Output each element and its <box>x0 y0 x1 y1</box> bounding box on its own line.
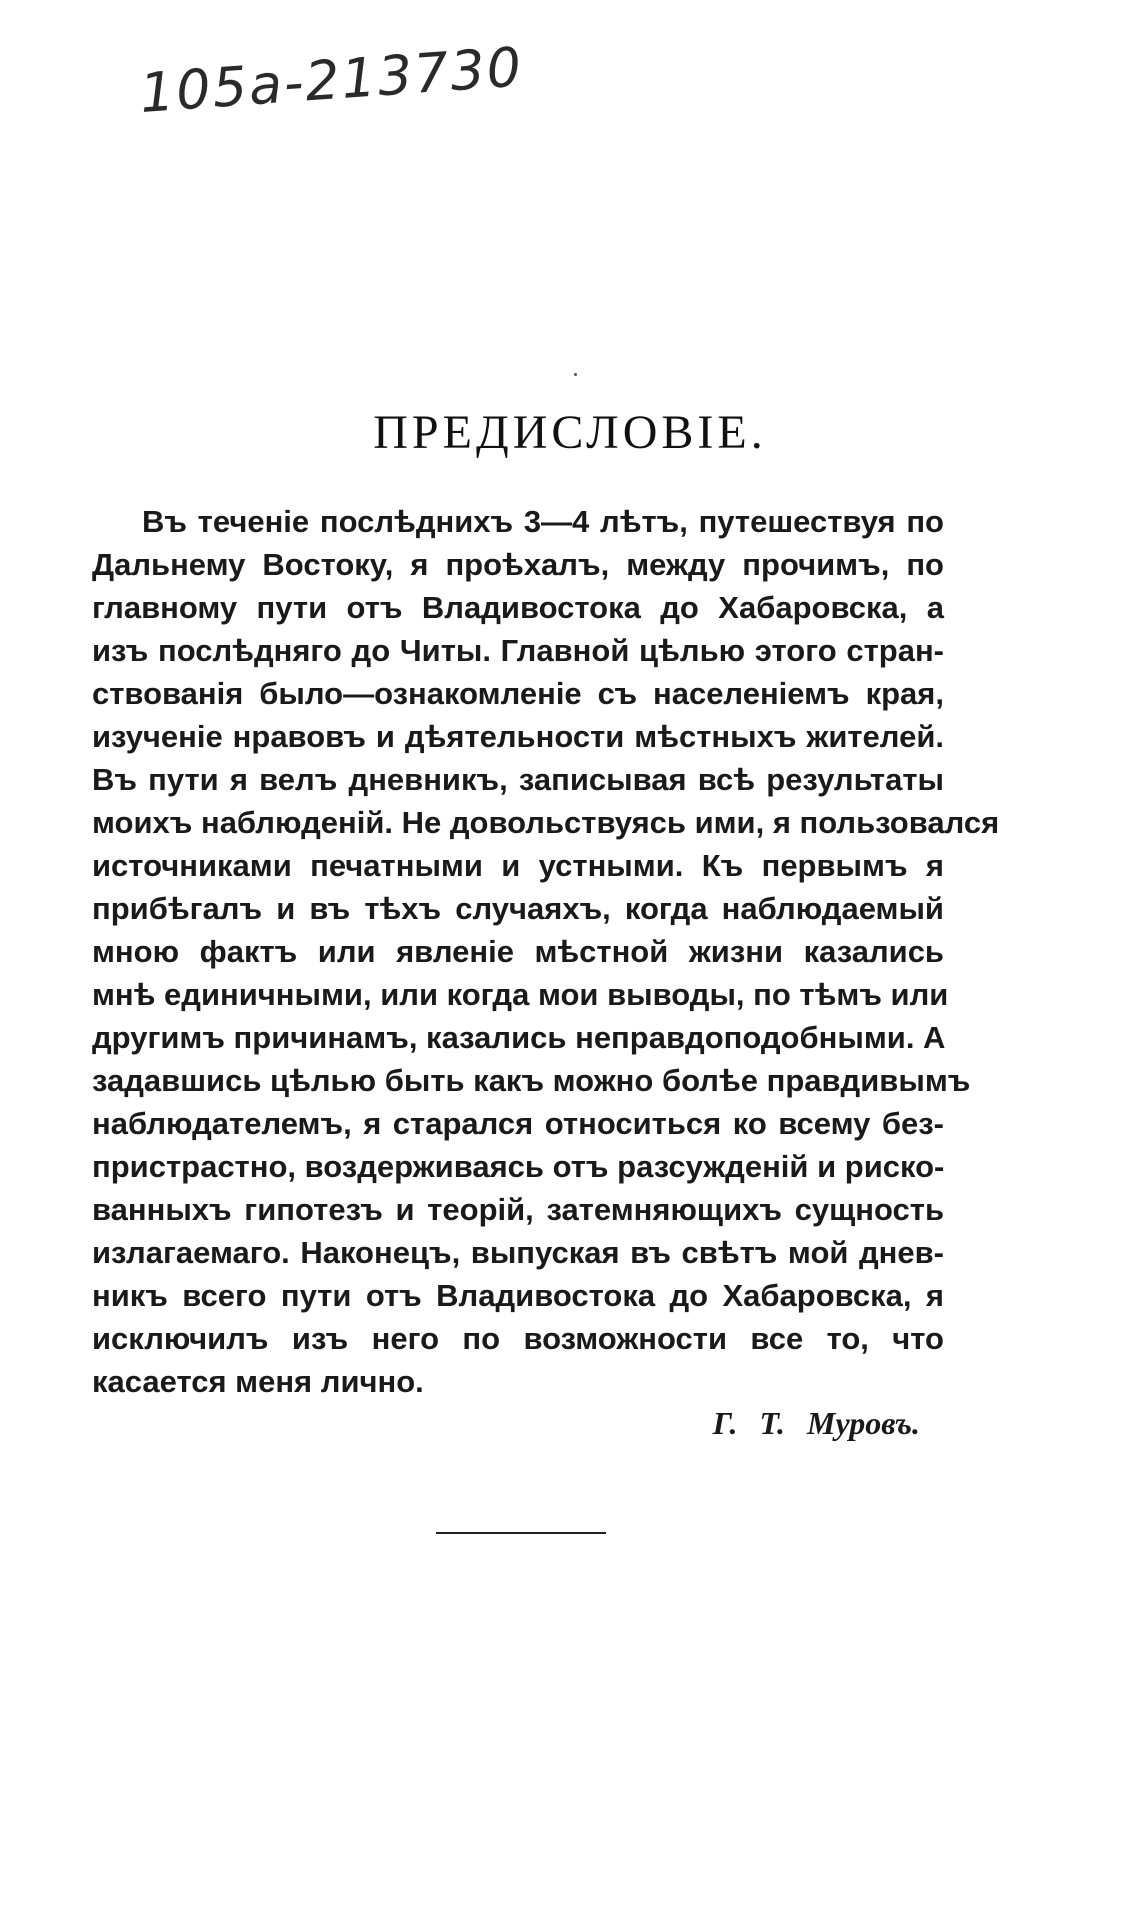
body-line: касается меня лично. <box>92 1364 424 1399</box>
body-line: ванныхъ гипотезъ и теорій, затемняющихъ сущность <box>92 1192 944 1227</box>
body-line: изъ послѣдняго до Читы. Главной цѣлью этого стран- <box>92 633 944 668</box>
body-line: прибѣгалъ и въ тѣхъ случаяхъ, когда наблюдаемый <box>92 891 944 926</box>
body-line: Въ пути я велъ дневникъ, записывая всѣ результаты <box>92 762 944 797</box>
body-line: задавшись цѣлью быть какъ можно болѣе правдивымъ <box>92 1063 971 1098</box>
body-line: Дальнему Востоку, я проѣхалъ, между прочимъ, по <box>92 547 944 582</box>
author-signature: Г. Т. Муровъ. <box>712 1405 920 1441</box>
body-line: главному пути отъ Владивостока до Хабаровска, а <box>92 590 944 625</box>
page-title: ПРЕДИСЛОВІЕ. <box>373 406 767 459</box>
body-line: исключилъ изъ него по возможности все то, что <box>92 1321 944 1356</box>
closing-rule <box>436 1532 606 1534</box>
handwritten-shelfmark: 105а-213730 <box>137 35 526 125</box>
body-line: моихъ наблюденій. Не довольствуясь ими, я пользовался <box>92 805 1000 840</box>
body-line: мною фактъ или явленіе мѣстной жизни казались <box>92 934 944 969</box>
body-line: наблюдателемъ, я старался относиться ко всему без- <box>92 1106 944 1141</box>
body-line: никъ всего пути отъ Владивостока до Хабаровска, я <box>92 1278 944 1313</box>
paper-speck <box>574 373 577 376</box>
body-line: Въ теченіе послѣднихъ 3—4 лѣтъ, путешествуя по <box>142 504 944 539</box>
body-line: мнѣ единичными, или когда мои выводы, по тѣмъ или <box>92 977 949 1012</box>
body-line: другимъ причинамъ, казались неправдоподобными. А <box>92 1020 946 1055</box>
preface-body <box>92 500 1000 1403</box>
body-line: пристрастно, воздерживаясь отъ разсужденій и риско- <box>92 1149 945 1184</box>
body-line: излагаемаго. Наконецъ, выпуская въ свѣтъ мой днев- <box>92 1235 944 1270</box>
body-line: изученіе нравовъ и дѣятельности мѣстныхъ жителей. <box>92 719 944 754</box>
body-line: ствованія было—ознакомленіе съ населеніемъ края, <box>92 676 944 711</box>
body-line: источниками печатными и устными. Къ первымъ я <box>92 848 944 883</box>
